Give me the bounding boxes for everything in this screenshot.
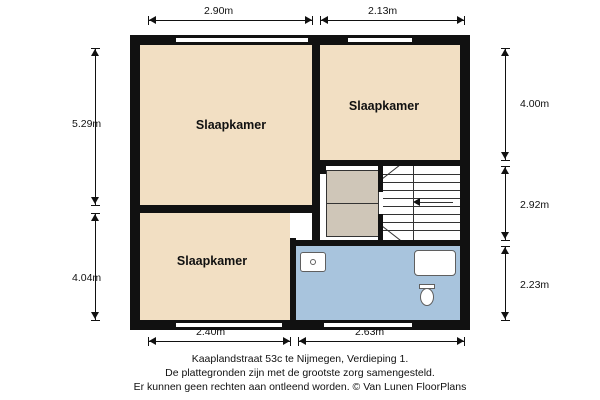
wall-left	[130, 35, 140, 330]
dim-bottom-right-line	[298, 341, 464, 342]
dim-right-middle-arrow-up	[501, 167, 509, 174]
dim-bottom-left-arrow-right	[283, 337, 290, 345]
sink-drain-icon	[310, 259, 316, 265]
closet-edge-bottom	[326, 236, 378, 237]
dim-top-left-line	[148, 20, 312, 21]
dim-bottom-left-arrow-left	[149, 337, 156, 345]
wall-interior-horizontal-bathroom	[290, 240, 470, 246]
caption-line-disclaimer-2: Er kunnen geen rechten aan ontleend worden. © Van Lunen FloorPlans	[133, 381, 467, 393]
window-top-left	[176, 37, 308, 43]
wall-interior-vertical-upper	[312, 35, 320, 245]
dim-left-upper-tick-end	[91, 205, 100, 206]
room-label-bedroom-1: Slaapkamer	[195, 118, 267, 132]
dim-right-lower-line	[505, 246, 506, 320]
dim-left-upper-arrow-down	[91, 197, 99, 204]
dim-top-right-tick-end	[464, 16, 465, 25]
dim-bottom-right-label: 2.63m	[355, 326, 385, 338]
dim-left-upper-arrow-up	[91, 49, 99, 56]
toilet-fixture	[420, 288, 434, 306]
dim-left-lower-tick-end	[91, 320, 100, 321]
dim-right-middle-label: 2.92m	[520, 199, 550, 211]
dim-top-right-arrow-left	[321, 16, 328, 24]
dim-left-lower-arrow-down	[91, 312, 99, 319]
toilet-cistern	[419, 284, 435, 289]
dim-right-middle-line	[505, 166, 506, 240]
dim-bottom-right-arrow-left	[299, 337, 306, 345]
closet-shelf	[326, 203, 378, 204]
dim-top-left-arrow-left	[149, 16, 156, 24]
dim-right-lower-arrow-up	[501, 247, 509, 254]
dim-bottom-left-line	[148, 341, 290, 342]
dim-bottom-right-arrow-right	[457, 337, 464, 345]
dim-bottom-right-tick-end	[464, 337, 465, 346]
room-label-bedroom-2: Slaapkamer	[348, 99, 420, 113]
dim-right-upper-tick-end	[501, 160, 510, 161]
wall-interior-vertical-lower	[290, 238, 296, 330]
dim-right-upper-label: 4.00m	[520, 98, 550, 110]
dim-right-upper-line	[505, 48, 506, 160]
window-top-right	[348, 37, 412, 43]
dim-top-right-line	[320, 20, 464, 21]
wall-interior-horizontal-left	[130, 205, 316, 213]
room-label-bedroom-3: Slaapkamer	[176, 254, 248, 268]
staircase	[383, 166, 460, 240]
dim-left-lower-label: 4.04m	[72, 272, 102, 284]
window-bottom-left	[176, 322, 282, 328]
dim-bottom-left-label: 2.40m	[196, 326, 226, 338]
dim-right-lower-label: 2.23m	[520, 279, 550, 291]
dim-right-upper-arrow-down	[501, 152, 509, 159]
dim-bottom-left-tick-end	[290, 337, 291, 346]
dim-left-lower-line	[95, 213, 96, 320]
caption-line-disclaimer-1: De plattegronden zijn met de grootste zorg samengesteld.	[165, 367, 435, 379]
dim-left-upper-label: 5.29m	[72, 118, 102, 130]
dim-right-middle-arrow-down	[501, 232, 509, 239]
bathtub-fixture	[414, 250, 456, 276]
closet-edge-top	[326, 170, 378, 171]
wall-closet-divider	[320, 166, 326, 174]
dim-right-lower-tick-end	[501, 320, 510, 321]
wall-right	[460, 35, 470, 330]
dim-top-left-label: 2.90m	[204, 5, 234, 17]
dim-left-lower-arrow-up	[91, 214, 99, 221]
dim-right-middle-tick-end	[501, 240, 510, 241]
dim-top-right-arrow-right	[457, 16, 464, 24]
dim-top-left-arrow-right	[305, 16, 312, 24]
caption-line-address: Kaaplandstraat 53c te Nijmegen, Verdieping 1.	[191, 353, 409, 365]
dim-right-upper-arrow-up	[501, 49, 509, 56]
dim-top-right-label: 2.13m	[368, 5, 398, 17]
dim-top-left-tick-end	[312, 16, 313, 25]
dim-right-lower-arrow-down	[501, 312, 509, 319]
